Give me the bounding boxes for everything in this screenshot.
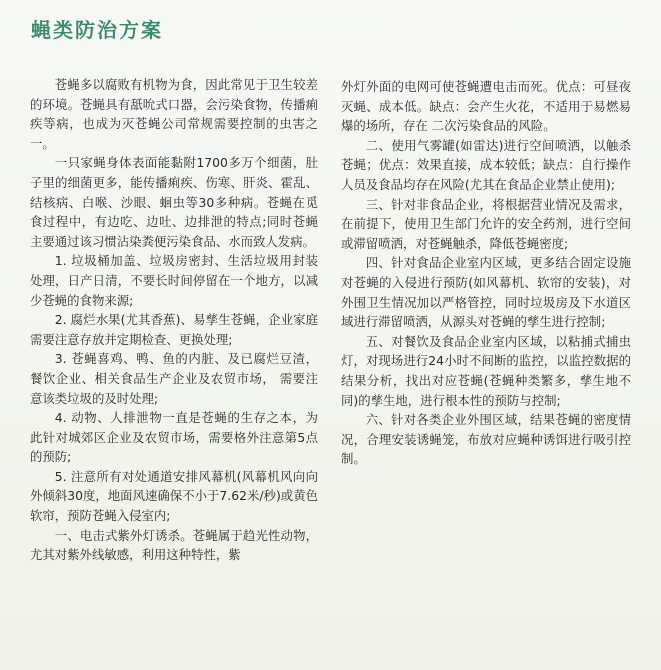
paragraph-method-5: 五、对餐饮及食品企业室内区域，以粘捕式捕虫灯，对现场进行24小时不间断的监控，以监控数据的结果分析，找出对应苍蝇(苍蝇种类繁多，孳生地不同)的孳生地，进行根本性的预防与控制; — [341, 333, 631, 408]
paragraph-item-2: 2. 腐烂水果(尤其香蕉)、易孳生苍蝇，企业家庭需要注意存放并定期检查、更换处理; — [30, 312, 318, 347]
paragraph-method-3: 三、针对非食品企业，将根据营业情况及需求，在前提下，使用卫生部门允许的安全药剂，进行空间或滞留喷洒，对苍蝇触杀，降低苍蝇密度; — [341, 196, 631, 251]
paragraph-method-1: 一、电击式紫外灯诱杀。苍蝇属于趋光性动物，尤其对紫外线敏感，利用这种特性，紫 — [30, 527, 318, 563]
paragraph-item-3: 3. 苍蝇喜鸡、鸭、鱼的内脏、及已腐烂豆渣，餐饮企业、相关食品生产企业及农贸市场， 需要注意该类垃圾的及时处理; — [30, 351, 318, 406]
paragraph-item-4: 4. 动物、人排泄物一直是苍蝇的生存之本，为此针对城郊区企业及农贸市场，需要格外注意第5点的预防; — [30, 410, 318, 465]
paragraph-item-1: 1. 垃圾桶加盖、垃圾房密封、生活垃圾用封装处理，日产日清，不要长时间停留在一个地方，以减少苍蝇的食物来源; — [30, 253, 318, 308]
right-column — [341, 77, 631, 469]
paragraph-method-6: 六、针对各类企业外围区域，结果苍蝇的密度情况，合理安装诱蝇笼，布放对应蝇种诱饵进行吸引控制。 — [341, 412, 631, 467]
paragraph-method-1-continued: 外灯外面的电网可使苍蝇遭电击而死。优点：可昼夜灭蝇、成本低。缺点：会产生火花，不适用于易燃易爆的场所，存在 二次污染食品的风险。 — [341, 79, 631, 134]
left-column — [30, 75, 318, 565]
paragraph-intro: 苍蝇多以腐败有机物为食，因此常见于卫生较差的环境。苍蝇具有舐吮式口器，会污染食物，传播痢疾等病，也成为灭苍蝇公司常规需要控制的虫害之一。 — [30, 77, 318, 151]
paragraph-method-2: 二、使用气雾罐(如雷达)进行空间喷洒，以触杀苍蝇；优点：效果直接，成本较低；缺点：自行操作人员及食品均存在风险(尤其在食品企业禁止使用); — [341, 137, 631, 192]
paragraph-method-4: 四、针对食品企业室内区域，更多结合固定设施对苍蝇的入侵进行预防(如风幕机、软帘的安装)，对外围卫生情况加以严格管控，同时垃圾房及下水道区域进行滞留喷洒，从源头对苍蝇的孳生进行控制; — [341, 255, 631, 330]
paragraph-bacteria: 一只家蝇身体表面能黏附1700多万个细菌，肚子里的细菌更多，能传播痢疾、伤寒、肝炎、霍乱、结核病、白喉、沙眼、蛔虫等30多种病。苍蝇在觅食过程中，有边吃、边吐、边排泄的特点;同时苍蝇主要通过该习惯沾染粪便污染食品、水而致人发病。 — [30, 155, 318, 249]
page-title: 蝇类防治方案 — [31, 18, 163, 42]
paragraph-item-5: 5. 注意所有对处通道安排风幕机(风幕机风向向外倾斜30度，地面风速确保不小于7.62米/秒)或黄色软帘，预防苍蝇入侵室内; — [30, 468, 318, 524]
